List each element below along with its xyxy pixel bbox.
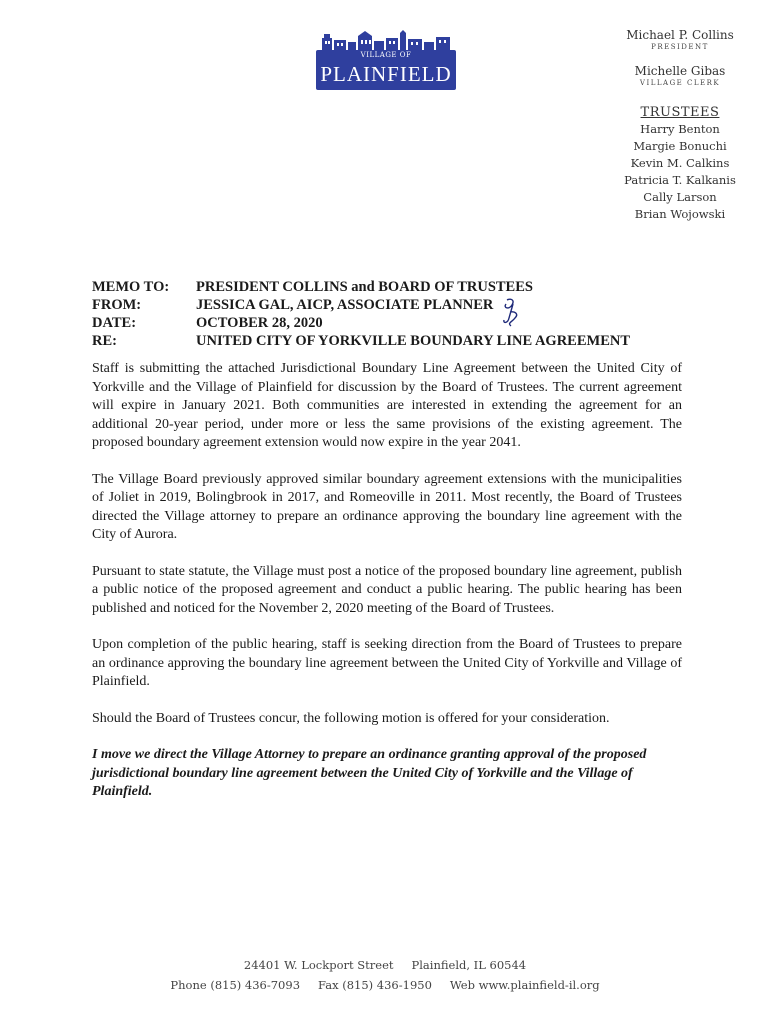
body-paragraph-3: Pursuant to state statute, the Village must post a notice of the proposed boundary line agreement, publish a public notice of the proposed agreement and conduct a public hearing. The public hearing has been published and noticed for the November 2, 2020 meeting of the Board of Trustees.: [92, 563, 682, 616]
trustee-name: Patricia T. Kalkanis: [624, 173, 736, 187]
memo-body: [92, 360, 682, 820]
motion-text: I move we direct the Village Attorney to prepare an ordinance granting approval of the proposed jurisdictional boundary line agreement between the United City of Yorkville and the Village of Plainfield.: [92, 747, 647, 799]
trustee-name: Margie Bonuchi: [633, 139, 727, 153]
memo-from-label: FROM:: [92, 297, 142, 313]
footer-contact-line: [0, 975, 770, 995]
memo-to-row: [92, 278, 630, 296]
memo-from-row: [92, 296, 630, 314]
letterhead-footer: [0, 955, 770, 995]
president-title: PRESIDENT: [651, 43, 709, 51]
trustees-heading: TRUSTEES: [640, 105, 720, 120]
memo-header: [92, 278, 630, 350]
memo-re-label: RE:: [92, 333, 117, 349]
body-paragraph-5: Should the Board of Trustees concur, the following motion is offered for your consideration.: [92, 710, 610, 726]
village-logo: [316, 30, 456, 90]
body-paragraph-1: Staff is submitting the attached Jurisdictional Boundary Line Agreement between the United City of Yorkville and the Village of Plainfield for discussion by the Board of Trustees. The current agreement will expire in January 2021. Both communities are interested in extending the agreement for an additional 20-year period, under more or less the same provisions of the existing agreement. The proposed boundary agreement extension would now expire in the year 2041.: [92, 361, 682, 450]
memo-re-value: UNITED CITY OF YORKVILLE BOUNDARY LINE AGREEMENT: [196, 333, 631, 349]
footer-web[interactable]: Web www.plainfield-il.org: [449, 978, 600, 992]
body-paragraph-4: Upon completion of the public hearing, staff is seeking direction from the Board of Trustees to prepare an ordinance approving the boundary line agreement between the United City of Yorkville and Village of Plainfield.: [92, 637, 682, 689]
clerk-title: VILLAGE CLERK: [639, 79, 721, 87]
memo-from-value: JESSICA GAL, AICP, ASSOCIATE PLANNER: [196, 297, 494, 313]
memo-date-row: [92, 314, 630, 332]
logo-village-of: VILLAGE OF: [360, 51, 412, 59]
footer-street: 24401 W. Lockport Street: [243, 958, 394, 972]
memo-re-row: [92, 332, 630, 350]
memo-date-label: DATE:: [92, 315, 137, 331]
trustee-name: Kevin M. Calkins: [630, 156, 730, 170]
memo-to-label: MEMO TO:: [92, 279, 170, 295]
logo-plainfield: PLAINFIELD: [320, 62, 452, 86]
officials-list: [600, 28, 760, 223]
footer-fax: Fax (815) 436-1950: [318, 978, 432, 992]
trustee-name: Brian Wojowski: [634, 207, 726, 221]
clerk-name: Michelle Gibas: [634, 64, 726, 78]
trustee-name: Cally Larson: [643, 190, 717, 204]
memo-date-value: OCTOBER 28, 2020: [196, 315, 323, 331]
footer-phone: Phone (815) 436-7093: [170, 978, 301, 992]
memo-to-value: PRESIDENT COLLINS and BOARD OF TRUSTEES: [196, 279, 533, 295]
president-name: Michael P. Collins: [626, 28, 734, 42]
initials-signature-icon: [497, 296, 523, 314]
footer-address-line: [0, 955, 770, 975]
body-paragraph-2: The Village Board previously approved similar boundary agreement extensions with the municipalities of Joliet in 2019, Bolingbrook in 2017, and Romeoville in 2011. Most recently, the Board of Trustees directed the Village attorney to prepare an ordinance approving the boundary line agreement with the City of Aurora.: [92, 471, 682, 542]
trustee-name: Harry Benton: [640, 122, 720, 136]
footer-city: Plainfield, IL 60544: [411, 958, 527, 972]
